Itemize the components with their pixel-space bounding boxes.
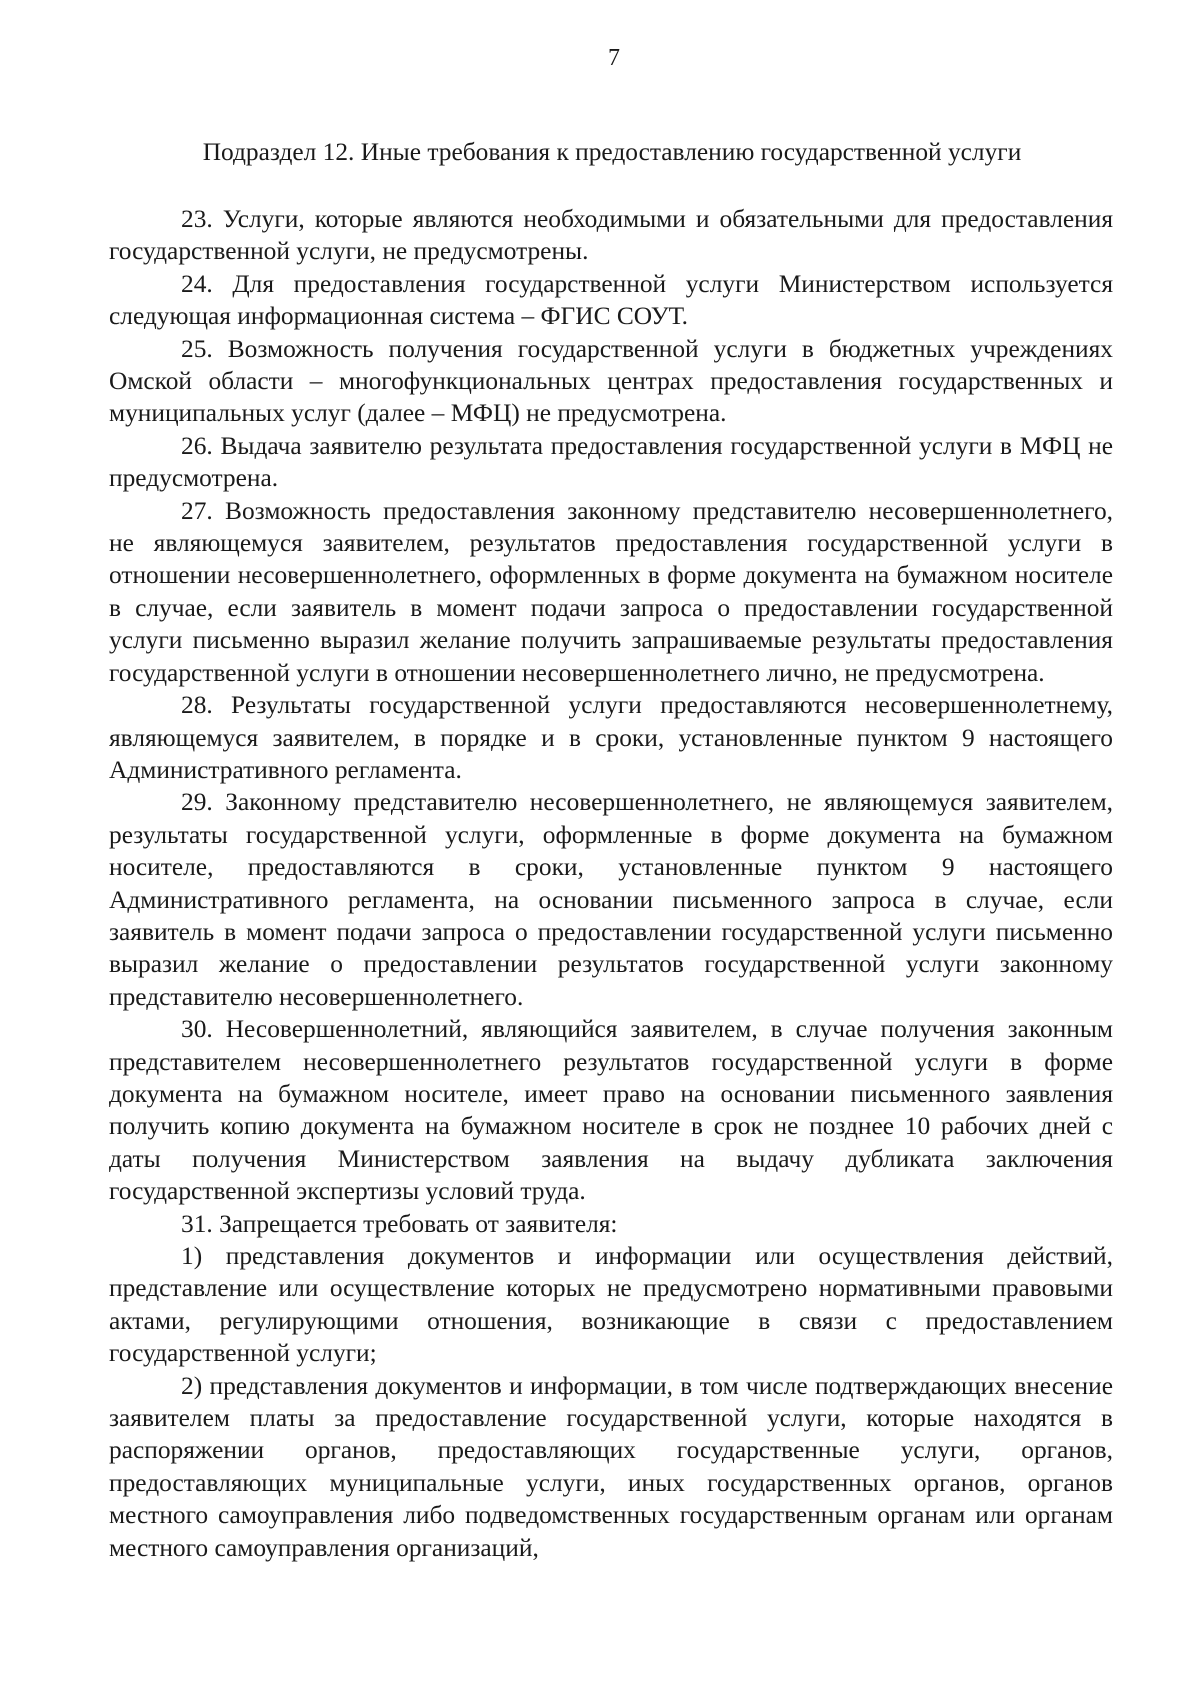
- paragraph-31: 31. Запрещается требовать от заявителя:: [181, 1209, 618, 1238]
- paragraph-31-item-2: 2) представления документов и информации, в том числе подтверждающих внесение заявителем платы за предоставление государственной услуги, которые находятся в распоряжении органов, предоставляющих государственные услуги, органов, предоставляющих муниципальные услуги, иных государственных органов, органов местного самоуправления либо подведомственных государственным органам или органам местного самоуправления организаций,: [109, 1371, 1113, 1562]
- paragraph-24: 24. Для предоставления государственной услуги Министерством используется следующая информационная система – ФГИС СОУТ.: [109, 269, 1113, 331]
- paragraph-27: 27. Возможность предоставления законному представителю несовершеннолетнего, не являющемуся заявителем, результатов предоставления государственной услуги в отношении несовершеннолетнего, оформленных в форме документа на бумажном носителе в случае, если заявитель в момент подачи запроса о предоставлении государственной услуги письменно выразил желание получить запрашиваемые результаты предоставления государственной услуги в отношении несовершеннолетнего лично, не предусмотрена.: [109, 496, 1113, 687]
- page-number: 7: [608, 45, 620, 71]
- paragraph-30: 30. Несовершеннолетний, являющийся заявителем, в случае получения законным представителем несовершеннолетнего результатов государственной услуги в форме документа на бумажном носителе, имеет право на основании письменного заявления получить копию документа на бумажном носителе в срок не позднее 10 рабочих дней с даты получения Министерством заявления на выдачу дубликата заключения государственной экспертизы условий труда.: [109, 1015, 1113, 1206]
- paragraph-25: 25. Возможность получения государственной услуги в бюджетных учреждениях Омской области – многофункциональных центрах предоставления государственных и муниципальных услуг (далее – МФЦ) не предусмотрена.: [109, 334, 1113, 428]
- paragraph-26: 26. Выдача заявителю результата предоставления государственной услуги в МФЦ не предусмотрена.: [109, 431, 1113, 493]
- paragraph-31-item-1: 1) представления документов и информации или осуществления действий, представление или осуществление которых не предусмотрено нормативными правовыми актами, регулирующими отношения, возникающие в связи с предоставлением государственной услуги;: [109, 1242, 1113, 1368]
- paragraph-23: 23. Услуги, которые являются необходимыми и обязательными для предоставления государственной услуги, не предусмотрены.: [109, 205, 1113, 266]
- subsection-heading: Подраздел 12. Иные требования к предоставлению государственной услуги: [202, 138, 1022, 166]
- paragraph-29: 29. Законному представителю несовершеннолетнего, не являющемуся заявителем, результаты государственной услуги, оформленные в форме документа на бумажном носителе, предоставляются в сроки, установленные пунктом 9 настоящего Административного регламента, на основании письменного запроса в случае, если заявитель в момент подачи запроса о предоставлении государственной услуги письменно выразил желание о предоставлении результатов государственной услуги законному представителю несовершеннолетнего.: [109, 788, 1113, 1011]
- document-body: [109, 203, 1113, 1564]
- paragraph-28: 28. Результаты государственной услуги предоставляются несовершеннолетнему, являющемуся заявителем, в порядке и в сроки, установленные пунктом 9 настоящего Административного регламента.: [109, 691, 1113, 784]
